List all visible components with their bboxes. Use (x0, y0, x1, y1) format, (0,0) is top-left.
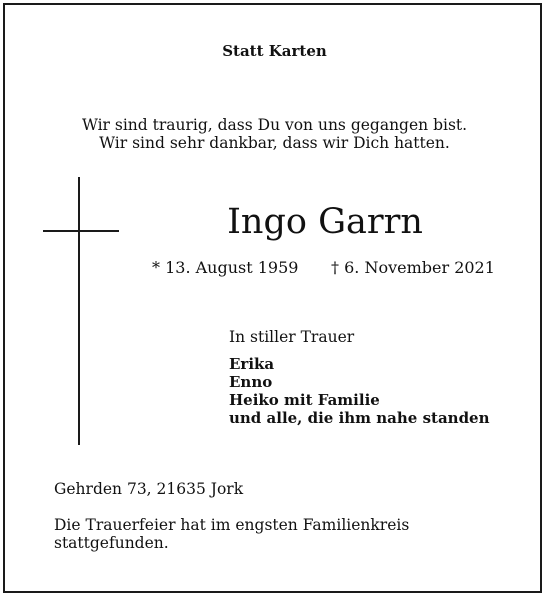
mourner-name: Heiko mit Familie (229, 391, 380, 409)
funeral-note-line-1: Die Trauerfeier hat im engsten Familienkreis (54, 516, 410, 534)
cross-vertical-bar (78, 177, 80, 445)
address-text: Gehrden 73, 21635 Jork (54, 480, 244, 498)
intro-line-2: Wir sind sehr dankbar, dass wir Dich hatten. (99, 134, 450, 152)
obituary-border (3, 3, 542, 593)
mourner-name: und alle, die ihm nahe standen (229, 409, 490, 427)
funeral-note (54, 516, 494, 552)
mourning-intro: In stiller Trauer (229, 328, 355, 346)
intro-line-1: Wir sind traurig, dass Du von uns gegangen bist. (81, 116, 468, 134)
birth-date: * 13. August 1959 (152, 258, 299, 277)
intro-text (0, 116, 549, 152)
mourner-name: Enno (229, 373, 273, 391)
cross-horizontal-bar (43, 230, 119, 232)
death-date: † 6. November 2021 (331, 258, 495, 277)
deceased-name: Ingo Garrn (227, 202, 423, 242)
mourner-name: Erika (229, 355, 275, 373)
header-statt-karten: Statt Karten (222, 42, 327, 60)
funeral-note-line-2: stattgefunden. (54, 534, 169, 552)
mourner-list (229, 355, 490, 427)
